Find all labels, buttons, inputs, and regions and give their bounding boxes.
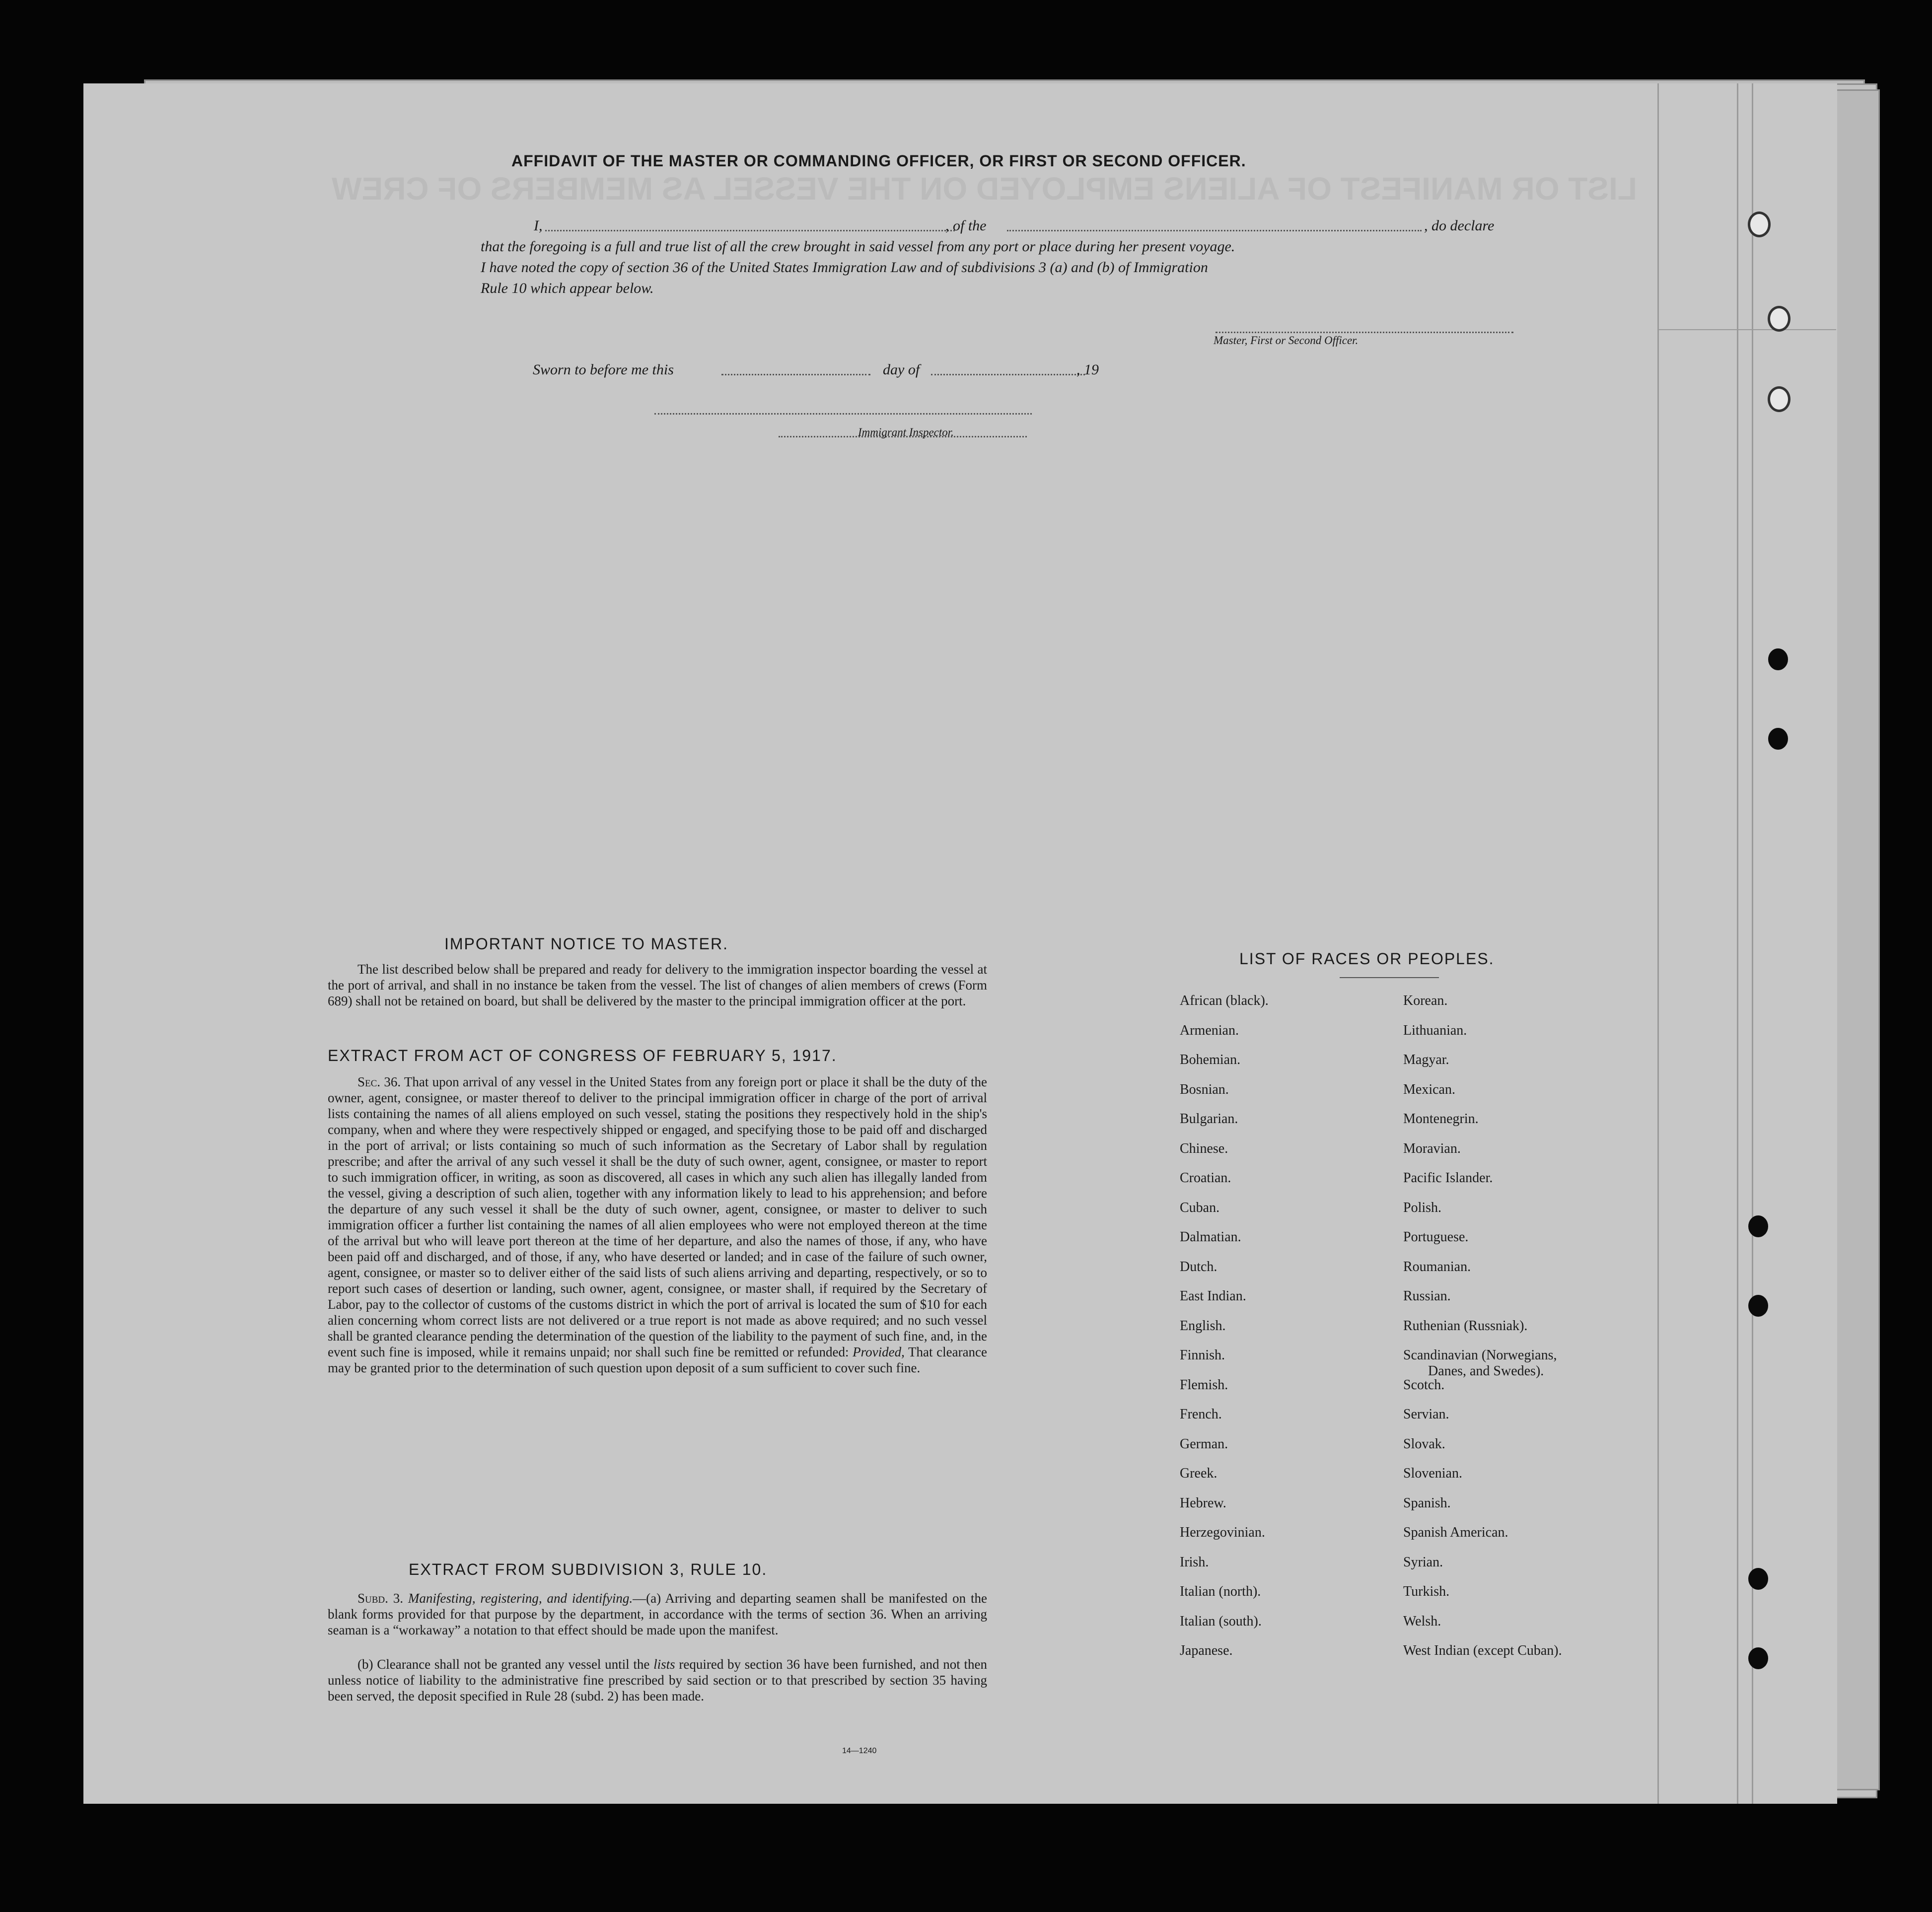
race-entry [1403, 1436, 1562, 1466]
race-entry [1180, 1614, 1269, 1643]
sworn-month-blank [931, 374, 1085, 375]
notice-text: The list described below shall be prepared and ready for delivery to the immigration inspector boarding the vessel at the port of arrival, and shall in no instance be taken from the vessel. The list of changes of alien members of crews (Form 689) shall not be retained on board, but shall be delivered by the master to the principal immigration officer at the port. [328, 962, 987, 1008]
race-label: Turkish. [1403, 1584, 1450, 1599]
race-label: Dalmatian. [1180, 1229, 1241, 1245]
race-label: Italian (south). [1180, 1613, 1262, 1629]
race-label: Herzegovinian. [1180, 1525, 1265, 1540]
race-label: Cuban. [1180, 1200, 1220, 1215]
race-label: Scotch. [1403, 1377, 1445, 1393]
races-title-rule [1340, 977, 1439, 978]
punch-hole [1748, 1647, 1768, 1669]
subdivision-part-b-text-2: required by section 36 have been furnished, and not then unless notice of liability to the administrative fine prescribed by said section or to that prescribed by section 35 having been served, the deposit specified in Rule 28 (subd. 2) has been made. [328, 1657, 988, 1703]
race-label: Dutch. [1180, 1259, 1217, 1275]
notice-title: IMPORTANT NOTICE TO MASTER. [444, 935, 728, 953]
race-entry [1180, 1288, 1269, 1318]
race-entry [1180, 1200, 1269, 1230]
subdivision-part-b [328, 1656, 987, 1704]
race-label: Slovenian. [1403, 1466, 1462, 1481]
affidavit-line-3: Rule 10 which appear below. [481, 280, 654, 296]
document-page [83, 83, 1837, 1804]
act-text: That upon arrival of any vessel in the United States from any foreign port or place it shall be the duty of the owner, agent, consignee, or master thereof to deliver to the principal immigration officer in charge of the port of arrival lists containing the names of all aliens employed on such vessel, stating the positions they respectively hold in the ship's company, when and where they were respectively shipped or engaged, and specifying those to be paid off and discharged in the port of arrival; or lists containing so much of such information as the Secretary of Labor shall by regulation prescribe; and after the arrival of any such vessel it shall be the duty of such owner, agent, consignee, or master to report to such immigration officer, in writing, as soon as discovered, all cases in which any such alien has illegally landed from the vessel, giving a description of such alien, together with any information likely to lead to his apprehension; and before the departure of any such vessel it shall be the duty of such owner, agent, consignee, or master to deliver to such immigration officer a further list containing the names of all alien employees who were not employed thereon at the time of the arrival but who will leave port thereon at the time of her departure, and also the names of those, if any, who have been paid off and discharged, and of those, if any, who have deserted or landed; and in case of the failure of such owner, agent, consignee, or master so to deliver either of the said lists of such aliens arriving and departing, respectively, or so to report such cases of desertion or landing, such owner, agent, consignee, or master shall, if required by the Secretary of Labor, pay to the collector of customs of the customs district in which the port of arrival is located the sum of $10 for each alien concerning whom correct lists are not delivered or a true report is not made as above required; and no such vessel shall be granted clearance pending the determination of the question of the liability to the payment of such fine, and, in the event such fine is imposed, while it remains unpaid; nor shall such fine be remitted or refunded: [328, 1074, 987, 1359]
race-entry [1403, 1023, 1562, 1053]
race-label: Spanish. [1403, 1495, 1451, 1511]
race-label: Croatian. [1180, 1170, 1231, 1186]
race-label: Montenegrin. [1403, 1111, 1479, 1127]
race-label: Portuguese. [1403, 1229, 1469, 1245]
race-label: Hebrew. [1180, 1495, 1226, 1511]
race-label: Scandinavian (Norwegians, [1403, 1347, 1557, 1363]
act-text-block [328, 1074, 987, 1376]
race-entry [1180, 1082, 1269, 1112]
race-label: Lithuanian. [1403, 1022, 1467, 1038]
race-label: Moravian. [1403, 1140, 1461, 1156]
master-signature-label: Master, First or Second Officer. [1214, 334, 1359, 347]
race-entry [1180, 1023, 1269, 1053]
punch-hole [1748, 1568, 1768, 1590]
punch-hole [1768, 728, 1788, 750]
race-label: Bosnian. [1180, 1081, 1229, 1097]
grid-line [1657, 83, 1659, 1804]
race-label: Finnish. [1180, 1347, 1225, 1363]
race-entry [1403, 1141, 1562, 1171]
race-label: East Indian. [1180, 1288, 1246, 1304]
grid-line [1752, 83, 1753, 1804]
punch-hole [1748, 1295, 1768, 1317]
sworn-day-of: day of [883, 361, 920, 378]
name-blank [545, 230, 955, 231]
race-entry [1180, 1318, 1269, 1348]
race-label: Russian. [1403, 1288, 1451, 1304]
race-entry [1403, 1347, 1562, 1377]
race-label: Bohemian. [1180, 1052, 1241, 1067]
races-right-column [1403, 993, 1562, 1673]
inspector-signature-blank [654, 413, 1032, 415]
race-entry [1403, 1466, 1562, 1495]
grid-line [1657, 329, 1836, 330]
race-entry [1403, 1200, 1562, 1230]
race-label: Japanese. [1180, 1643, 1233, 1658]
race-label: Welsh. [1403, 1613, 1441, 1629]
race-label: Flemish. [1180, 1377, 1228, 1393]
race-entry [1403, 1377, 1562, 1407]
race-label-continuation: Danes, and Swedes). [1428, 1363, 1544, 1379]
race-entry [1403, 1584, 1562, 1614]
race-label: Magyar. [1403, 1052, 1449, 1067]
subdivision-part-a-label: (a) [646, 1591, 661, 1606]
punch-hole [1768, 306, 1790, 332]
affidavit-do-declare: , do declare [1424, 217, 1495, 234]
form-number: 14—1240 [842, 1747, 877, 1755]
subdivision-heading: Manifesting, registering, and identifying. [408, 1591, 633, 1606]
race-entry [1403, 1407, 1562, 1436]
race-entry [1180, 1466, 1269, 1495]
race-label: Bulgarian. [1180, 1111, 1238, 1127]
race-label: Greek. [1180, 1466, 1217, 1481]
race-entry [1403, 1229, 1562, 1259]
races-title: LIST OF RACES OR PEOPLES. [1239, 950, 1495, 968]
race-entry [1403, 1555, 1562, 1584]
race-entry [1403, 1614, 1562, 1643]
act-title: EXTRACT FROM ACT OF CONGRESS OF FEBRUARY 5, 1917. [328, 1047, 837, 1064]
inspector-label: Immigrant Inspector. [858, 426, 954, 438]
subdivision-part-a: Subd. 3. Manifesting, registering, and identifying.—(a) Arriving and departing seamen shall be manifested on the blank forms provided for that purpose by the department, in accordance with the terms of section 36. When an arriving seaman is a “workaway” a notation to that effect should be made upon the manifest. [328, 1591, 987, 1637]
race-label: Syrian. [1403, 1554, 1443, 1570]
race-label: Spanish American. [1403, 1525, 1508, 1540]
race-entry [1180, 1436, 1269, 1466]
race-entry [1180, 1052, 1269, 1082]
race-entry [1180, 1259, 1269, 1289]
race-entry [1180, 1555, 1269, 1584]
race-entry [1403, 1170, 1562, 1200]
race-entry [1180, 1584, 1269, 1614]
affidavit-title: AFFIDAVIT OF THE MASTER OR COMMANDING OFFICER, OR FIRST OR SECOND OFFICER. [511, 152, 1246, 170]
race-label: German. [1180, 1436, 1228, 1452]
sworn-day-blank [721, 374, 870, 375]
vessel-blank [1007, 230, 1422, 231]
race-entry [1403, 1288, 1562, 1318]
master-signature-blank [1216, 332, 1513, 333]
race-entry [1180, 1643, 1269, 1673]
subdivision-part-a-text: Arriving and departing seamen shall be manifested on the blank forms provided for that purpose by the department, in accordance with the terms of section 36. When an arriving seaman is a “workaway” a notation to that effect should be made upon the manifest. [328, 1591, 987, 1637]
punch-hole [1748, 1215, 1768, 1237]
grid-line [1737, 83, 1738, 1804]
race-entry [1403, 1259, 1562, 1289]
race-label: Korean. [1403, 993, 1448, 1008]
race-label: Irish. [1180, 1554, 1209, 1570]
race-label: French. [1180, 1407, 1222, 1422]
race-label: Roumanian. [1403, 1259, 1471, 1275]
race-label: Mexican. [1403, 1081, 1455, 1097]
race-entry [1180, 1111, 1269, 1141]
race-entry [1180, 1495, 1269, 1525]
subdivision-title: EXTRACT FROM SUBDIVISION 3, RULE 10. [409, 1560, 768, 1578]
race-entry [1180, 1229, 1269, 1259]
affidavit-of-the: , of the [945, 217, 987, 234]
race-label: Armenian. [1180, 1022, 1239, 1038]
race-label: Pacific Islander. [1403, 1170, 1493, 1186]
affidavit-line-2: I have noted the copy of section 36 of the United States Immigration Law and of subdivisions 3 (a) and (b) of Immigration [481, 259, 1208, 276]
race-label: Servian. [1403, 1407, 1449, 1422]
race-label: African (black). [1180, 993, 1269, 1008]
race-label: Polish. [1403, 1200, 1442, 1215]
race-entry [1403, 1111, 1562, 1141]
race-entry [1403, 1318, 1562, 1348]
race-entry [1180, 1407, 1269, 1436]
subdivision-part-b-label: (b) [358, 1657, 373, 1672]
sworn-label: Sworn to before me this [533, 361, 674, 378]
race-entry [1403, 1495, 1562, 1525]
affidavit-line-1: that the foregoing is a full and true list of all the crew brought in said vessel from any port or place during her present voyage. [481, 238, 1235, 255]
race-entry [1403, 1052, 1562, 1082]
subdivision-part-b-text-1: Clearance shall not be granted any vessel until the [377, 1657, 650, 1672]
race-entry [1403, 993, 1562, 1023]
race-entry [1180, 1347, 1269, 1377]
race-entry [1180, 1525, 1269, 1555]
race-entry [1403, 1082, 1562, 1112]
sworn-year-prefix: , 19 [1076, 361, 1099, 378]
act-provided: Provided, [853, 1345, 905, 1359]
race-label: Ruthenian (Russniak). [1403, 1318, 1528, 1334]
act-text-end: That clearance may be granted prior to the determination of such question upon deposit of a sum sufficient to cover such fine. [328, 1345, 988, 1375]
race-entry [1403, 1525, 1562, 1555]
race-label: Italian (north). [1180, 1584, 1261, 1599]
race-entry [1180, 1170, 1269, 1200]
race-label: Slovak. [1403, 1436, 1445, 1452]
subdivision-part-b-lists: lists [653, 1657, 675, 1672]
race-label: West Indian (except Cuban). [1403, 1643, 1562, 1658]
punch-hole [1768, 386, 1790, 412]
affidavit-i-label: I, [534, 217, 543, 234]
bleed-through-title: LIST OR MANIFEST OF ALIENS EMPLOYED ON THE VESSEL AS MEMBERS OF CREW [332, 171, 1637, 207]
race-entry [1180, 993, 1269, 1023]
race-label: Chinese. [1180, 1140, 1228, 1156]
subdivision-label: Subd. 3. [358, 1591, 403, 1606]
races-left-column [1180, 993, 1269, 1673]
race-entry [1180, 1141, 1269, 1171]
race-label: English. [1180, 1318, 1226, 1334]
punch-hole [1748, 212, 1771, 237]
punch-hole [1768, 648, 1788, 670]
race-entry [1403, 1643, 1562, 1673]
race-entry [1180, 1377, 1269, 1407]
act-section-label: Sec. 36. [358, 1074, 401, 1089]
